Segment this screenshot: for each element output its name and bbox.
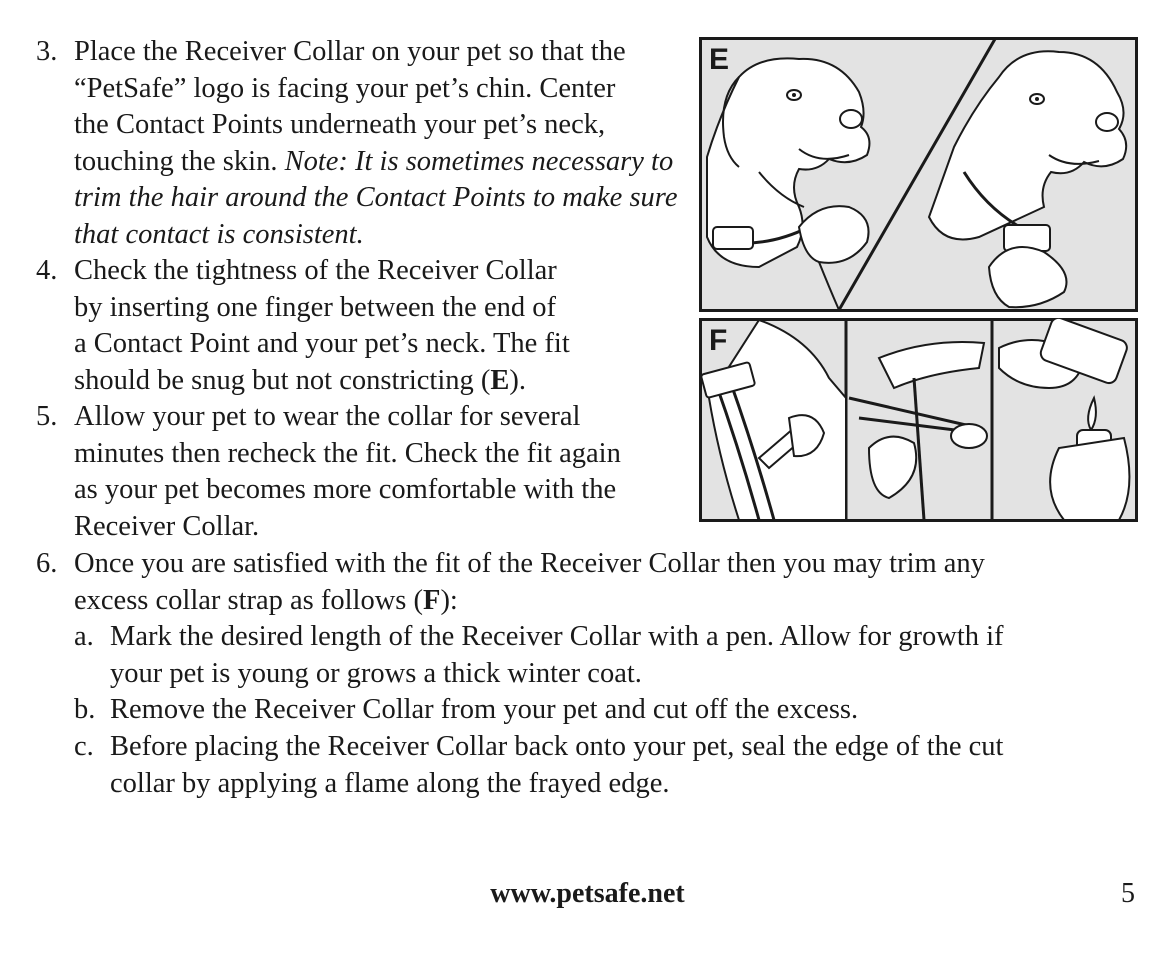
text-line: a Contact Point and your pet’s neck. The fit — [74, 328, 570, 359]
figure-ref-f: F — [423, 584, 441, 616]
item-body — [74, 399, 621, 545]
note-line: that contact is consistent. — [74, 218, 364, 250]
item-body — [74, 253, 570, 399]
text-line: Check the tightness of the Receiver Collar — [74, 255, 557, 286]
item-number: 6. — [36, 548, 58, 579]
item-number: 4. — [36, 255, 58, 286]
item-body — [74, 546, 985, 619]
text-line: collar by applying a flame along the frayed edge. — [110, 767, 670, 799]
text-line: Place the Receiver Collar on your pet so that the — [74, 36, 626, 67]
sub-letter: a. — [74, 621, 94, 652]
text-line: should be snug but not constricting (E). — [74, 364, 527, 396]
text-line: by inserting one finger between the end of — [74, 291, 556, 323]
figure-f-label: F — [709, 324, 728, 357]
sub-letter: c. — [74, 731, 94, 762]
text-line: Allow your pet to wear the collar for several — [74, 401, 581, 432]
item-number: 3. — [36, 36, 58, 67]
sub-body — [110, 729, 1003, 802]
text-line: touching the skin. Note: It is sometimes necessary to — [74, 145, 674, 177]
sub-body — [110, 619, 1004, 692]
figure-e-illustration — [699, 37, 1138, 312]
sub-body — [110, 692, 858, 729]
text-line: minutes then recheck the fit. Check the fit again — [74, 437, 621, 469]
text-line: “PetSafe” logo is facing your pet’s chin. Center — [74, 72, 616, 104]
text-line: excess collar strap as follows (F): — [74, 584, 458, 616]
figure-e — [699, 37, 1138, 312]
text-line: your pet is young or grows a thick winter coat. — [110, 657, 642, 689]
text-line: as your pet becomes more comfortable with the — [74, 474, 617, 505]
footer-url[interactable]: www.petsafe.net — [490, 878, 685, 909]
text-line: Remove the Receiver Collar from your pet and cut off the excess. — [110, 694, 859, 725]
figure-f — [699, 318, 1138, 522]
text-line: Mark the desired length of the Receiver Collar with a pen. Allow for growth if — [110, 621, 1004, 652]
text-line: Before placing the Receiver Collar back onto your pet, seal the edge of the cut — [110, 731, 1004, 762]
sub-letter: b. — [74, 694, 96, 725]
text-line: the Contact Points underneath your pet’s neck, — [74, 109, 606, 140]
figure-f-illustration — [699, 318, 1138, 522]
note-text: Note: It is sometimes necessary to — [284, 145, 674, 177]
item-number: 5. — [36, 401, 58, 432]
note-line: trim the hair around the Contact Points to make sure — [74, 182, 678, 213]
figure-ref-e: E — [490, 364, 510, 396]
item-body — [74, 34, 677, 253]
figure-e-label: E — [709, 43, 730, 76]
text-line: Once you are satisfied with the fit of the Receiver Collar then you may trim any — [74, 548, 985, 579]
text-line: Receiver Collar. — [74, 510, 260, 542]
page-number: 5 — [1121, 878, 1135, 909]
